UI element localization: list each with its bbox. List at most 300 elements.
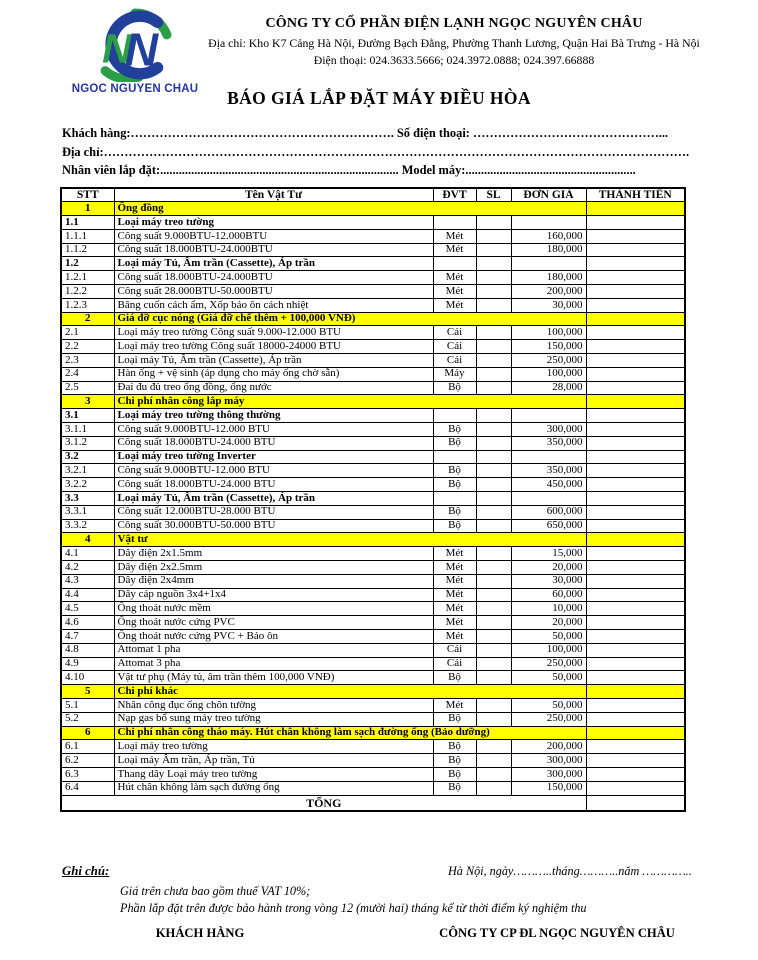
row-total-cell xyxy=(586,767,685,781)
row-unit: Bộ xyxy=(433,781,476,795)
row-name: Chi phí nhân công lắp máy xyxy=(114,395,586,409)
row-qty xyxy=(476,781,511,795)
row-name: Công suất 9.000BTU-12.000 BTU xyxy=(114,423,433,437)
row-name: Công suất 18.000BTU-24.000 BTU xyxy=(114,478,433,492)
row-total-cell xyxy=(586,561,685,575)
row-name: Dây cáp nguồn 3x4+1x4 xyxy=(114,588,433,602)
note-warranty: Phần lắp đặt trên được bảo hành trong vòng 12 (mười hai) tháng kể từ thời điểm ký nghiệm thu xyxy=(120,901,587,915)
row-name: Đai đu đủ treo ống đồng, ống nước xyxy=(114,381,433,395)
row-price: 50,000 xyxy=(511,630,586,644)
date-line: Hà Nội, ngày………..tháng………..năm ………….. xyxy=(448,864,692,878)
row-qty xyxy=(476,464,511,478)
row-unit: Bộ xyxy=(433,381,476,395)
row-name: Loại máy Âm trần, Áp trần, Tủ xyxy=(114,754,433,768)
row-total-cell xyxy=(586,630,685,644)
row-qty xyxy=(476,243,511,257)
row-unit: Mét xyxy=(433,547,476,561)
row-total-cell xyxy=(586,381,685,395)
row-stt: 3.3.2 xyxy=(61,519,114,533)
table-row xyxy=(61,519,685,533)
row-unit: Bộ xyxy=(433,505,476,519)
row-unit: Mét xyxy=(433,602,476,616)
row-unit: Mét xyxy=(433,298,476,312)
row-name: Công suất 18.000BTU-24.000BTU xyxy=(114,271,433,285)
section-row xyxy=(61,533,685,547)
row-name: Chi phí khác xyxy=(114,685,586,699)
row-qty xyxy=(476,271,511,285)
table-row xyxy=(61,229,685,243)
row-qty xyxy=(476,409,511,423)
row-stt: 2.2 xyxy=(61,340,114,354)
row-total-cell xyxy=(586,326,685,340)
row-stt: 4.7 xyxy=(61,630,114,644)
table-row xyxy=(61,436,685,450)
row-stt: 4.3 xyxy=(61,574,114,588)
table-row xyxy=(61,216,685,230)
svg-text:N: N xyxy=(102,25,132,72)
row-stt: 2.3 xyxy=(61,354,114,368)
row-total-cell xyxy=(586,478,685,492)
row-stt: 5 xyxy=(61,685,114,699)
row-total-cell xyxy=(586,271,685,285)
row-name: Vật tư phụ (Máy tủ, âm trần thêm 100,000 VNĐ) xyxy=(114,671,433,685)
section-row xyxy=(61,395,685,409)
row-price: 20,000 xyxy=(511,561,586,575)
row-stt: 1.2.2 xyxy=(61,285,114,299)
company-header xyxy=(150,16,758,68)
row-price: 180,000 xyxy=(511,271,586,285)
table-body xyxy=(61,202,685,811)
row-name: Loại máy treo tường Công suất 9.000-12.000 BTU xyxy=(114,326,433,340)
row-name: Loại máy Tủ, Âm trần (Cassette), Áp trần xyxy=(114,492,433,506)
row-price xyxy=(511,257,586,271)
company-address: Địa chỉ: Kho K7 Cảng Hà Nội, Đường Bạch Đằng, Phường Thanh Lương, Quận Hai Bà Trưng - Hà Nội xyxy=(208,36,700,50)
row-price: 30,000 xyxy=(511,298,586,312)
row-total-cell xyxy=(586,257,685,271)
row-total-cell xyxy=(586,229,685,243)
row-unit xyxy=(433,492,476,506)
row-stt: 3.1.1 xyxy=(61,423,114,437)
col-header-name: Tên Vật Tư xyxy=(114,188,433,202)
row-total-cell xyxy=(586,671,685,685)
row-unit: Bộ xyxy=(433,436,476,450)
row-name: Loại máy treo tường Công suất 18000-24000 BTU xyxy=(114,340,433,354)
row-name: Ống thoát nước cứng PVC + Bảo ôn xyxy=(114,630,433,644)
row-total-cell xyxy=(586,602,685,616)
row-qty xyxy=(476,657,511,671)
row-stt: 2.4 xyxy=(61,367,114,381)
table-row xyxy=(61,616,685,630)
row-qty xyxy=(476,436,511,450)
row-name: Công suất 28.000BTU-50.000BTU xyxy=(114,285,433,299)
row-total-cell xyxy=(586,588,685,602)
row-stt: 3.2.2 xyxy=(61,478,114,492)
row-qty xyxy=(476,740,511,754)
row-total-cell xyxy=(586,657,685,671)
row-unit: Cái xyxy=(433,326,476,340)
row-total-cell xyxy=(586,243,685,257)
row-stt: 1.2.3 xyxy=(61,298,114,312)
row-unit: Bộ xyxy=(433,519,476,533)
table-row xyxy=(61,671,685,685)
table-row xyxy=(61,243,685,257)
row-name: Chi phí nhân công tháo máy. Hút chân không làm sạch đường ống (Bảo dưỡng) xyxy=(114,726,586,740)
row-name: Thang dây Loại máy treo tường xyxy=(114,767,433,781)
row-stt: 1.1 xyxy=(61,216,114,230)
row-qty xyxy=(476,671,511,685)
signature-customer: KHÁCH HÀNG xyxy=(155,926,245,940)
row-stt: 3.1.2 xyxy=(61,436,114,450)
row-price: 300,000 xyxy=(511,767,586,781)
row-qty xyxy=(476,216,511,230)
table-row xyxy=(61,588,685,602)
row-total-cell xyxy=(586,574,685,588)
row-name: Vật tư xyxy=(114,533,586,547)
notes-label: Ghi chú: xyxy=(62,864,110,878)
row-qty xyxy=(476,616,511,630)
row-stt: 6 xyxy=(61,726,114,740)
row-price: 160,000 xyxy=(511,229,586,243)
col-header-stt: STT xyxy=(61,188,114,202)
row-price: 180,000 xyxy=(511,243,586,257)
row-name: Dây điện 2x4mm xyxy=(114,574,433,588)
row-qty xyxy=(476,698,511,712)
table-row xyxy=(61,561,685,575)
row-price: 30,000 xyxy=(511,574,586,588)
svg-text:N: N xyxy=(124,23,159,76)
row-stt: 4.2 xyxy=(61,561,114,575)
row-total-cell xyxy=(586,519,685,533)
table-row xyxy=(61,574,685,588)
row-stt: 4.10 xyxy=(61,671,114,685)
row-stt: 3.2.1 xyxy=(61,464,114,478)
row-total-cell xyxy=(586,781,685,795)
row-qty xyxy=(476,229,511,243)
row-name: Nạp gas bổ sung máy treo tường xyxy=(114,712,433,726)
row-stt: 1 xyxy=(61,202,114,216)
table-row xyxy=(61,367,685,381)
table-row xyxy=(61,698,685,712)
row-unit: Mét xyxy=(433,285,476,299)
row-qty xyxy=(476,354,511,368)
header-row xyxy=(61,188,685,202)
row-name: Attomat 1 pha xyxy=(114,643,433,657)
row-price: 350,000 xyxy=(511,464,586,478)
row-stt: 1.2 xyxy=(61,257,114,271)
table-row xyxy=(61,505,685,519)
section-row xyxy=(61,202,685,216)
section-row xyxy=(61,312,685,326)
table-row xyxy=(61,657,685,671)
row-price: 100,000 xyxy=(511,326,586,340)
row-price: 150,000 xyxy=(511,340,586,354)
row-name: Công suất 9.000BTU-12.000 BTU xyxy=(114,464,433,478)
customer-line-name-phone: Khách hàng:………………………………………………………. Số điện thoại: ………………………………………... xyxy=(62,126,669,140)
row-stt: 3.2 xyxy=(61,450,114,464)
row-unit: Bộ xyxy=(433,423,476,437)
row-name: Công suất 18.000BTU-24.000BTU xyxy=(114,243,433,257)
row-unit: Mét xyxy=(433,588,476,602)
row-qty xyxy=(476,588,511,602)
row-stt: 4.5 xyxy=(61,602,114,616)
row-unit: Bộ xyxy=(433,767,476,781)
row-price: 50,000 xyxy=(511,671,586,685)
row-qty xyxy=(476,630,511,644)
row-total-cell xyxy=(586,616,685,630)
logo-text: NGOC NGUYEN CHAU xyxy=(71,83,199,95)
table-row xyxy=(61,464,685,478)
row-unit xyxy=(433,409,476,423)
row-total-cell xyxy=(586,285,685,299)
total-amount-cell xyxy=(586,795,685,811)
total-row xyxy=(61,795,685,811)
row-price: 100,000 xyxy=(511,643,586,657)
row-unit: Cái xyxy=(433,643,476,657)
row-qty xyxy=(476,547,511,561)
row-total-cell xyxy=(586,340,685,354)
row-unit: Máy xyxy=(433,367,476,381)
table-row xyxy=(61,298,685,312)
row-price: 28,000 xyxy=(511,381,586,395)
row-stt: 3.3 xyxy=(61,492,114,506)
section-row xyxy=(61,726,685,740)
row-name: Công suất 12.000BTU-28.000 BTU xyxy=(114,505,433,519)
row-name: Loại máy Tủ, Âm trần (Cassette), Áp trần xyxy=(114,257,433,271)
table-row xyxy=(61,602,685,616)
row-price: 450,000 xyxy=(511,478,586,492)
price-table xyxy=(60,187,686,812)
row-stt: 1.1.1 xyxy=(61,229,114,243)
row-total-cell xyxy=(586,740,685,754)
total-label: TỔNG xyxy=(61,795,586,811)
row-unit: Bộ xyxy=(433,712,476,726)
company-name: CÔNG TY CỔ PHẦN ĐIỆN LẠNH NGỌC NGUYÊN CHÂU xyxy=(265,16,643,31)
row-qty xyxy=(476,767,511,781)
col-header-qty: SL xyxy=(476,188,511,202)
row-name: Ống thoát nước cứng PVC xyxy=(114,616,433,630)
row-name: Loại máy treo tường thông thường xyxy=(114,409,433,423)
document-title: BÁO GIÁ LẮP ĐẶT MÁY ĐIỀU HÒA xyxy=(227,88,531,108)
customer-line-address: Địa chỉ:……………………………………………………………………………………………………………………………. xyxy=(62,144,690,159)
row-price: 60,000 xyxy=(511,588,586,602)
row-price: 300,000 xyxy=(511,423,586,437)
row-price: 15,000 xyxy=(511,547,586,561)
table-row xyxy=(61,754,685,768)
row-total-cell xyxy=(586,754,685,768)
row-unit: Cái xyxy=(433,657,476,671)
row-price: 250,000 xyxy=(511,657,586,671)
row-unit: Mét xyxy=(433,574,476,588)
row-price xyxy=(511,450,586,464)
row-name: Dây điện 2x1.5mm xyxy=(114,547,433,561)
row-qty xyxy=(476,367,511,381)
col-header-total: THÀNH TIỀN xyxy=(586,188,685,202)
row-price: 50,000 xyxy=(511,698,586,712)
row-price: 150,000 xyxy=(511,781,586,795)
table-row xyxy=(61,767,685,781)
row-unit xyxy=(433,450,476,464)
table-row xyxy=(61,492,685,506)
row-stt: 4.6 xyxy=(61,616,114,630)
row-price: 100,000 xyxy=(511,367,586,381)
row-name: Dây điện 2x2.5mm xyxy=(114,561,433,575)
row-qty xyxy=(476,505,511,519)
row-unit: Bộ xyxy=(433,754,476,768)
row-unit: Mét xyxy=(433,561,476,575)
table-row xyxy=(61,547,685,561)
row-unit: Bộ xyxy=(433,740,476,754)
row-total-cell xyxy=(586,395,685,409)
row-total-cell xyxy=(586,436,685,450)
row-price: 250,000 xyxy=(511,712,586,726)
row-total-cell xyxy=(586,354,685,368)
row-qty xyxy=(476,340,511,354)
row-unit: Mét xyxy=(433,229,476,243)
note-vat: Giá trên chưa bao gồm thuế VAT 10%; xyxy=(120,884,311,898)
table-row xyxy=(61,712,685,726)
customer-line-installer-model: Nhân viên lắp đặt:............................................................................. Model máy:....................................................... xyxy=(62,163,636,177)
row-price: 300,000 xyxy=(511,754,586,768)
row-price: 20,000 xyxy=(511,616,586,630)
row-name: Công suất 30.000BTU-50.000 BTU xyxy=(114,519,433,533)
row-unit: Bộ xyxy=(433,671,476,685)
row-stt: 3.1 xyxy=(61,409,114,423)
row-qty xyxy=(476,574,511,588)
row-price xyxy=(511,492,586,506)
section-row xyxy=(61,685,685,699)
row-total-cell xyxy=(586,685,685,699)
price-table-header xyxy=(61,188,685,202)
row-qty xyxy=(476,478,511,492)
row-stt: 6.3 xyxy=(61,767,114,781)
row-name: Băng cuốn cách ẩm, Xốp bảo ôn cách nhiệt xyxy=(114,298,433,312)
row-name: Nhân công đục ống chôn tường xyxy=(114,698,433,712)
table-row xyxy=(61,340,685,354)
row-name: Loại máy treo tường xyxy=(114,216,433,230)
row-total-cell xyxy=(586,409,685,423)
row-qty xyxy=(476,450,511,464)
table-row xyxy=(61,423,685,437)
row-total-cell xyxy=(586,492,685,506)
row-name: Công suất 18.000BTU-24.000 BTU xyxy=(114,436,433,450)
row-total-cell xyxy=(586,423,685,437)
row-stt: 4.4 xyxy=(61,588,114,602)
row-total-cell xyxy=(586,202,685,216)
row-name: Giá đỡ cục nóng (Giá đỡ chế thêm + 100,000 VNĐ) xyxy=(114,312,586,326)
table-row xyxy=(61,354,685,368)
table-row xyxy=(61,740,685,754)
row-unit xyxy=(433,216,476,230)
row-total-cell xyxy=(586,726,685,740)
row-qty xyxy=(476,257,511,271)
table-row xyxy=(61,381,685,395)
row-price: 10,000 xyxy=(511,602,586,616)
row-price: 200,000 xyxy=(511,285,586,299)
row-name: Loại máy treo tường Inverter xyxy=(114,450,433,464)
table-row xyxy=(61,409,685,423)
col-header-price: ĐƠN GIÁ xyxy=(511,188,586,202)
row-stt: 1.2.1 xyxy=(61,271,114,285)
row-qty xyxy=(476,326,511,340)
row-name: Loại máy treo tường xyxy=(114,740,433,754)
row-total-cell xyxy=(586,298,685,312)
table-row xyxy=(61,450,685,464)
table-row xyxy=(61,781,685,795)
row-qty xyxy=(476,712,511,726)
row-stt: 4.8 xyxy=(61,643,114,657)
row-qty xyxy=(476,519,511,533)
customer-form xyxy=(62,126,707,182)
row-qty xyxy=(476,423,511,437)
row-stt: 6.2 xyxy=(61,754,114,768)
row-stt: 6.1 xyxy=(61,740,114,754)
row-unit: Bộ xyxy=(433,478,476,492)
row-stt: 2.1 xyxy=(61,326,114,340)
row-name: Ống thoát nước mềm xyxy=(114,602,433,616)
row-total-cell xyxy=(586,216,685,230)
row-stt: 2.5 xyxy=(61,381,114,395)
row-name: Loại máy Tủ, Âm trần (Cassette), Áp trần xyxy=(114,354,433,368)
row-price xyxy=(511,409,586,423)
signature-company: CÔNG TY CP ĐL NGỌC NGUYÊN CHÂU xyxy=(439,926,675,940)
company-phone: Điện thoại: 024.3633.5666; 024.3972.0888; 024.397.66888 xyxy=(313,53,595,67)
row-unit: Mét xyxy=(433,698,476,712)
row-price xyxy=(511,216,586,230)
row-price: 200,000 xyxy=(511,740,586,754)
row-unit: Bộ xyxy=(433,464,476,478)
row-qty xyxy=(476,298,511,312)
row-stt: 1.1.2 xyxy=(61,243,114,257)
row-stt: 3 xyxy=(61,395,114,409)
row-stt: 4 xyxy=(61,533,114,547)
row-stt: 4.9 xyxy=(61,657,114,671)
row-unit: Cái xyxy=(433,354,476,368)
row-name: Hút chân không làm sạch đường ống xyxy=(114,781,433,795)
row-qty xyxy=(476,561,511,575)
row-stt: 4.1 xyxy=(61,547,114,561)
row-qty xyxy=(476,754,511,768)
table-row xyxy=(61,630,685,644)
row-total-cell xyxy=(586,367,685,381)
row-total-cell xyxy=(586,712,685,726)
row-unit: Mét xyxy=(433,616,476,630)
row-qty xyxy=(476,285,511,299)
row-total-cell xyxy=(586,464,685,478)
row-price: 650,000 xyxy=(511,519,586,533)
row-qty xyxy=(476,492,511,506)
row-stt: 5.2 xyxy=(61,712,114,726)
row-price: 350,000 xyxy=(511,436,586,450)
row-unit: Mét xyxy=(433,630,476,644)
row-price: 600,000 xyxy=(511,505,586,519)
table-row xyxy=(61,478,685,492)
row-total-cell xyxy=(586,547,685,561)
row-name: Công suất 9.000BTU-12.000BTU xyxy=(114,229,433,243)
row-unit: Cái xyxy=(433,340,476,354)
table-row xyxy=(61,257,685,271)
row-name: Ống đồng xyxy=(114,202,586,216)
col-header-unit: ĐVT xyxy=(433,188,476,202)
row-name: Attomat 3 pha xyxy=(114,657,433,671)
row-qty xyxy=(476,381,511,395)
row-stt: 6.4 xyxy=(61,781,114,795)
row-unit: Mét xyxy=(433,243,476,257)
row-total-cell xyxy=(586,312,685,326)
row-total-cell xyxy=(586,450,685,464)
row-stt: 3.3.1 xyxy=(61,505,114,519)
row-qty xyxy=(476,643,511,657)
row-stt: 5.1 xyxy=(61,698,114,712)
